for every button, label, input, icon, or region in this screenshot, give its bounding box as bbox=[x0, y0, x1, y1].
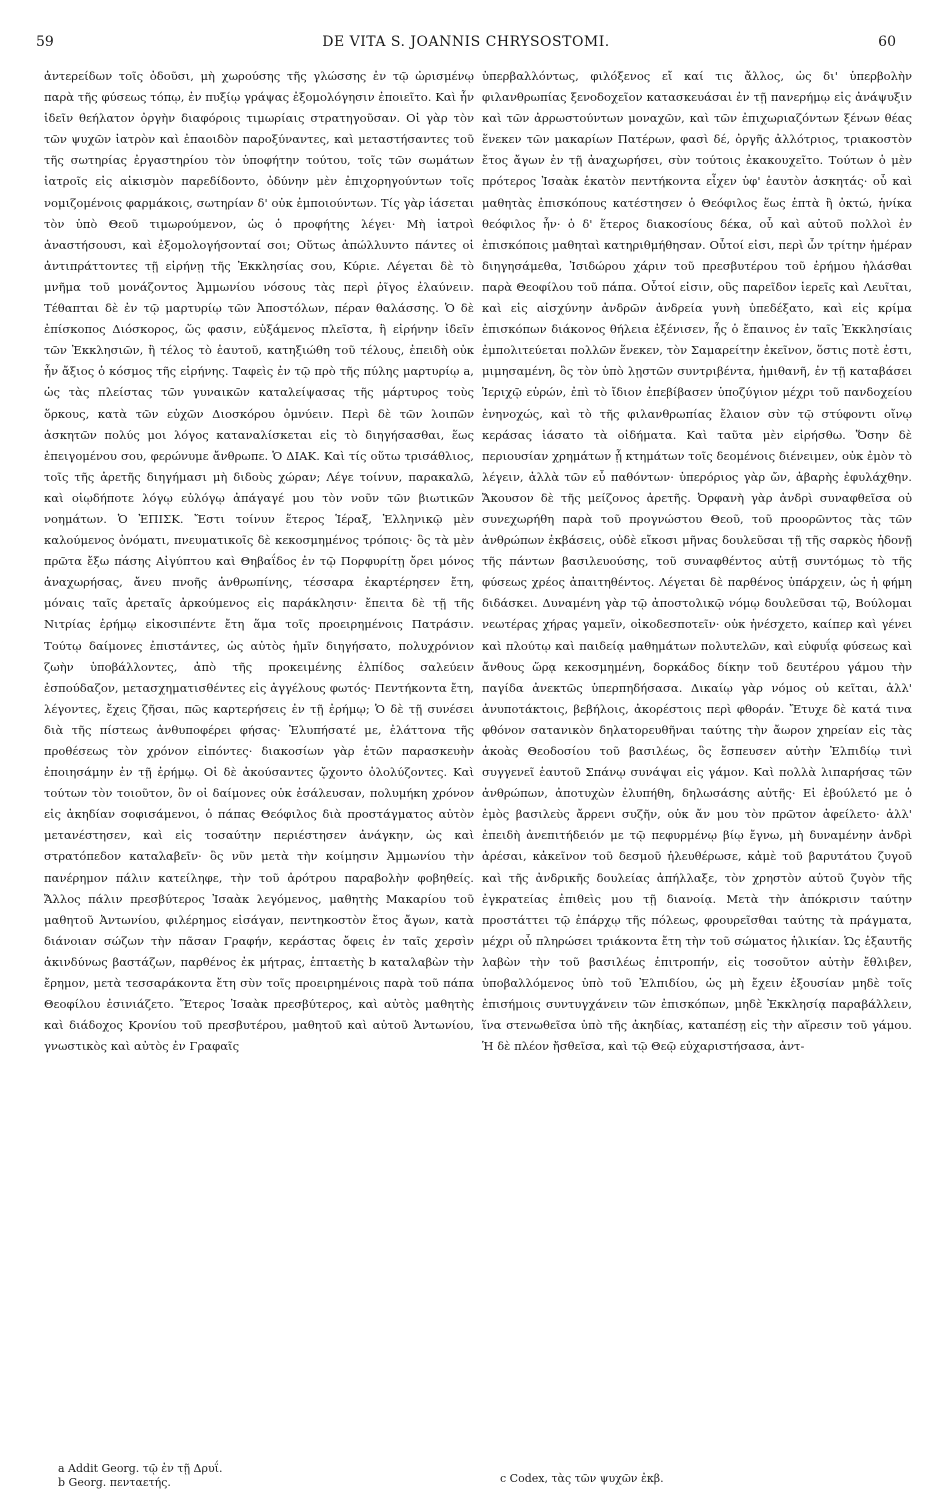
left-column bbox=[44, 66, 474, 1057]
page-number-right: 60 bbox=[878, 34, 896, 50]
footnote-c: c Codex, τὰς τῶν ψυχῶν ἐκβ. bbox=[500, 1472, 664, 1485]
running-title: DE VITA S. JOANNIS CHRYSOSTOMI. bbox=[322, 34, 610, 50]
footnotes-left bbox=[58, 1462, 222, 1490]
left-column-text: ἀντερείδων τοῖς ὀδοῦσι, μὴ χωρούσης τῆς γλώσσης ἐν τῷ ὡρισμένῳ παρὰ τῆς φύσεως τόπῳ, ἐν πυξίῳ γράψας ἐξομολόγησιν ἐποιεῖτο. Καὶ ἦν ἰδεῖν θεήλατον ὀργὴν διαφόροις τιμωρίαις στρατηγοῦσαν. Οἱ γὰρ τὸν τῶν ψυχῶν ἰατρὸν καὶ ἐπαοιδὸν παροξύναντες, καὶ μεταστήσαντες τοῦ τῆς σωτηρίας ἐργαστηρίου τὸν ὑποφήτην τούτου, τοῖς τῶν σωμάτων ἰατροῖς εἰς αἰκισμὸν παρεδίδοντο, ὀδύνην μὲν ἐπιχορηγούντων τοῖς νομιζομένοις φαρμάκοις, σωτηρίαν δ' οὐκ ἐμποιούντων. Τίς γὰρ ἰάσεται τὸν ὑπὸ Θεοῦ τιμωρούμενον, ὡς ὁ προφήτης λέγει· Μὴ ἰατροὶ ἀναστήσουσι, καὶ ἐξομολογήσονταί σοι; Οὕτως ἀπώλλυντο πάντες οἱ ἀντιπράττοντες τῇ εἰρήνῃ τῆς Ἐκκλησίας σου, Κύριε. Λέγεται δὲ τὸ μνῆμα τοῦ μονάζοντος Ἀμμωνίου νόσους τὰς περὶ ῥῖγος ἐλαύνειν. Τέθαπται δὲ ἐν τῷ μαρτυρίῳ τῶν Ἀποστόλων, πέραν θαλάσσης. Ὁ δὲ ἐπίσκοπος Διόσκορος, ὥς φασιν, εὐξάμενος πλεῖστα, ἣ εἰρήνην ἰδεῖν τῶν Ἐκκλησιῶν, ἢ τέλος τὸ ἑαυτοῦ, κατηξιώθη τοῦ τέλους, ἐπειδὴ οὐκ ἦν ἄξιος ὁ κόσμος τῆς εἰρήνης. Ταφεὶς ἐν τῷ πρὸ τῆς πύλης μαρτυρίῳ a, ὡς τὰς πλείστας τῶν γυναικῶν καταλείψασας τῆς μάρτυρος τοὺς ὅρκους, κατὰ τῶν εὐχῶν Διοσκόρου ὀμνύειν. Περὶ δὲ τῶν λοιπῶν ἀσκητῶν πολύς μοι λόγος καταναλίσκεται εἰς τὸ διηγήσασθαι, ἕως ἐπειγομένου σου, φερώνυμε ἄνθρωπε. Ὁ ΔΙΑΚ. Καὶ τίς οὕτω τρισάθλιος, τοῖς τῆς ἀρετῆς διηγήμασι μὴ διδοὺς χώραν; Λέγε τοίνυν, παρακαλῶ, καὶ οἱῳδήποτε λόγῳ εὐλόγῳ ἀπάγαγέ μου τὸν νοῦν τῶν βιωτικῶν νοημάτων. Ὁ ἘΠΙΣΚ. Ἔστι τοίνυν ἕτερος Ἱέραξ, Ἑλληνικῷ μὲν καλούμενος ὀνόματι, πνευματικοῖς δὲ κεκοσμημένος τρόποις· ὃς τὰ μὲν πρῶτα ἔξω πάσης Αἰγύπτου καὶ Θηβαΐδος ἐν τῷ Πορφυρίτῃ ὄρει μόνος ἀναχωρήσας, ἄνευ πνοῆς ἀνθρωπίνης, τέσσαρα ἐκαρτέρησεν ἔτη, μόναις ταῖς ἀρεταῖς ἀρκούμενος εἰς παράκλησιν· ἔπειτα δὲ τῇ τῆς Νιτρίας ἐρήμῳ εἰκοσιπέντε ἔτη ἅμα τοῖς προειρημένοις Πατράσιν. Τούτῳ δαίμονες ἐπιστάντες, ὡς αὐτὸς ἡμῖν διηγήσατο, πολυχρόνιον ζωὴν ὑποβάλλοντες, ἀπὸ τῆς προκειμένης ἐλπίδος σαλεύειν ἐσπούδαζον, μετασχηματισθέντες εἰς ἀγγέλους φωτός· Πεντήκοντα ἔτη, λέγοντες, ἔχεις ζῆσαι, πῶς καρτερήσεις ἐν τῇ ἐρήμῳ; Ὁ δὲ τῇ συνέσει διὰ τῆς πίστεως ἀνθυποφέρει φήσας· Ἐλυπήσατέ με, ἐλάττονα τῆς προθέσεως τὸν χρόνον εἰπόντες· διακοσίων γὰρ ἐτῶν παρασκευὴν ἐποιησάμην ἐν τῇ ἐρήμῳ. Οἱ δὲ ἀκούσαντες ᾤχοντο ὀλολύζοντες. Καὶ τούτων τὸν τοιοῦτον, ὃν οἱ δαίμονες οὐκ ἐσάλευσαν, πολυμήκη χρόνον εἰς ἀκηδίαν σοφισάμενοι, ὁ πάπας Θεόφιλος διὰ προστάγματος αὐτὸν μετανέστησεν, καὶ εἰς τοσαύτην περιέστησεν ἀνάγκην, ὡς καὶ στρατόπεδον καταλαβεῖν· ὃς νῦν μετὰ τὴν κοίμησιν Ἀμμωνίου τὴν πανέρημον πάλιν κατείληφε, τὴν τοῦ ἀρότρου παραβολὴν φοβηθείς. Ἄλλος πάλιν πρεσβύτερος Ἰσαὰκ λεγόμενος, μαθητὴς Μακαρίου τοῦ μαθητοῦ Ἀντωνίου, φιλέρημος εἰσάγαν, πεντηκοστὸν ἔτος ἄγων, κατὰ διάνοιαν σώζων τὴν πᾶσαν Γραφήν, κεράστας ὄφεις ἐν ταῖς χερσὶν ἀκινδύνως βαστάζων, παρθένος ἐκ μήτρας, ἑπταετὴς b καταλαβὼν τὴν ἔρημον, μετὰ τεσσαράκοντα ἔτη σὺν τοῖς προειρημένοις παρὰ τοῦ πάπα Θεοφίλου ἐσινιάζετο. Ἕτερος Ἰσαὰκ πρεσβύτερος, καὶ αὐτὸς μαθητὴς καὶ διάδοχος Κρονίου τοῦ πρεσβυτέρου, μαθητοῦ καὶ αὐτοῦ Ἀντωνίου, γνωστικὸς καὶ αὐτὸς ἐν Γραφαῖς bbox=[44, 69, 474, 1054]
page-header bbox=[36, 34, 896, 58]
page-number-left: 59 bbox=[36, 34, 54, 50]
right-column-text: ὑπερβαλλόντως, φιλόξενος εἴ καί τις ἄλλος, ὡς δι' ὑπερβολὴν φιλανθρωπίας ξενοδοχεῖον κατασκευάσαι ἐν τῇ πανερήμῳ εἰς ἀνάψυξιν καὶ τῶν ἀρρωστούντων μοναχῶν, καὶ τῶν ἐπιχωριαζόντων ξένων θέας ἕνεκεν τῶν μακαρίων Πατέρων, φασὶ δέ, ὀργῆς ἀλλότριος, τριακοστὸν ἔτος ἄγων ἐν τῇ ἀναχωρήσει, σὺν τούτοις ἐκακουχεῖτο. Τούτων ὁ μὲν πρότερος Ἰσαὰκ ἑκατὸν πεντήκοντα εἶχεν ὑφ' ἑαυτὸν ἀσκητάς· οὗ καὶ μαθητὰς ἐπισκόπους κατέστησεν ὁ Θεόφιλος ἕως ἑπτὰ ἢ ὀκτώ, ἡνίκα θεόφιλος ἦν· ὁ δ' ἕτερος διακοσίους δέκα, οὗ καὶ αὐτοῦ πολλοὶ ἐν ἐπισκόποις μαθηταὶ κατηριθμήθησαν. Οὗτοί εἰσι, περὶ ὧν τρίτην ἡμέραν διηγησάμεθα, Ἰσιδώρου χάριν τοῦ πρεσβυτέρου τοῦ ἐρήμου ἠλάσθαι παρὰ Θεοφίλου τοῦ πάπα. Οὗτοί εἰσιν, οὓς παρεῖδον ἱερεῖς καὶ Λευῖται, καὶ εἰς αἰσχύνην ἀνδρῶν ἀνδρεία γυνὴ ὑπεδέξατο, καὶ εἰς κρίμα ἐπισκόπων διάκονος θήλεια ἐξένισεν, ἧς ὁ ἔπαινος ἐν ταῖς Ἐκκλησίαις ἐμπολιτεύεται πολλῶν ἕνεκεν, τὸν Σαμαρείτην ἐκεῖνον, ὅστις ποτὲ ἐστι, μιμησαμένη, ὃς τὸν ὑπὸ λῃστῶν συντριβέντα, ἡμιθανῆ, ἐν τῇ καταβάσει Ἱεριχῷ εὑρών, ἐπὶ τὸ ἴδιον ἐπεβίβασεν ὑποζύγιον μέχρι τοῦ πανδοχείου ἐνηνοχώς, καὶ τὸ τῆς φιλανθρωπίας ἔλαιον σὺν τῷ στύφοντι οἴνῳ κεράσας ἰάσατο τὰ οἰδήματα. Καὶ ταῦτα μὲν εἰρήσθω. Ὅσην δὲ περιουσίαν χρημάτων ᾗ κτημάτων τοῖς δεομένοις διένειμεν, οὐκ ἐμὸν τὸ λέγειν, ἀλλὰ τῶν εὖ παθόντων· ὑπερόριος γὰρ ὤν, ἀβαρὴς ἐφυλάχθην. Ἄκουσον δὲ τῆς μείζονος ἀρετῆς. Ὀρφανὴ γὰρ ἀνδρὶ συναφθεῖσα οὐ συνεχωρήθη παρὰ τοῦ προγνώστου Θεοῦ, τοῦ προορῶντος τὰς τῶν ἀνθρώπων ἐκβάσεις, οὐδὲ εἴκοσι μῆνας δουλεῦσαι τῇ τῆς σαρκὸς ἡδονῇ τῆς πάντων βασιλευούσης, τοῦ συναφθέντος αὐτῇ συντόμως τὸ τῆς φύσεως χρέος ἀπαιτηθέντος. Λέγεται δὲ παρθένος ὑπάρχειν, ὡς ἡ φήμη διδάσκει. Δυναμένη γὰρ τῷ ἀποστολικῷ νόμῳ δουλεῦσαι τῷ, Βούλομαι νεωτέρας χήρας γαμεῖν, οἰκοδεσποτεῖν· οὐκ ἠνέσχετο, καίπερ καὶ γένει καὶ πλούτῳ καὶ παιδείᾳ μαθημάτων πολυτελῶν, καὶ εὐφυΐᾳ φύσεως καὶ ἄνθους ὥρᾳ κεκοσμημένη, δορκάδος δίκην τοῦ δευτέρου γάμου τὴν παγίδα ἀνεκτῶς ὑπερπηδήσασα. Δικαίῳ γὰρ νόμος οὐ κεῖται, ἀλλ' ἀνυποτάκτοις, βεβήλοις, ἀκορέστοις περὶ φθοράν. Ἔτυχε δὲ κατά τινα φθόνον σατανικὸν δηλατορευθῆναι ταύτης τὴν ἄωρον χηρείαν εἰς τὰς ἀκοὰς Θεοδοσίου τοῦ βασιλέως, ὃς ἔσπευσεν αὐτὴν Ἐλπιδίῳ τινὶ συγγενεῖ ἑαυτοῦ Σπάνῳ συνάψαι εἰς γάμον. Καὶ πολλὰ λιπαρήσας τῶν ἀνθρώπων, ἀποτυχὼν ἐλυπήθη, δηλωσάσης αὐτῆς· Εἰ ἐβούλετό με ὁ ἐμὸς βασιλεὺς ἄρρενι συζῆν, οὐκ ἄν μου τὸν πρῶτον ἀφείλετο· ἀλλ' ἐπειδὴ ἀνεπιτήδειόν με τῷ πεφυρμένῳ βίῳ ἔγνω, μὴ δυναμένην ἀνδρὶ ἀρέσαι, κἀκεῖνον τοῦ δεσμοῦ ἠλευθέρωσε, κἀμὲ τοῦ βαρυτάτου ζυγοῦ καὶ τῆς ἀνδρικῆς δουλείας ἀπήλλαξε, τὸν χρηστὸν αὐτοῦ ζυγὸν τῆς ἐγκρατείας ἐπιθεὶς μου τῇ διανοίᾳ. Μετὰ τὴν ἀπόκρισιν ταύτην προστάττει τῷ ἐπάρχῳ τῆς πόλεως, φρουρεῖσθαι ταύτης τὰ πράγματα, μέχρι οὗ πληρώσει τριάκοντα ἔτη τὴν τοῦ σώματος ἡλικίαν. Ὡς ἐξαυτῆς λαβὼν τὴν τοῦ βασιλέως ἐπιτροπήν, εἰς τοσοῦτον αὐτὴν ἔθλιβεν, ὑποβαλλόμενος ὑπὸ τοῦ Ἐλπιδίου, ὡς μὴ ἔχειν ἐξουσίαν μηδὲ τοῖς ἐπισήμοις συντυγχάνειν τῶν ἐπισκόπων, μηδὲ Ἐκκλησίᾳ παραβάλλειν, ἵνα στενωθεῖσα ὑπὸ τῆς ἀκηδίας, καταπέσῃ εἰς τὴν αἵρεσιν τοῦ γάμου. Ἡ δὲ πλέον ἤσθεῖσα, καὶ τῷ Θεῷ εὐχαριστήσασα, ἀντ- bbox=[482, 69, 912, 1054]
footnotes-right bbox=[500, 1472, 664, 1486]
footnote-a: a Addit Georg. τῷ ἐν τῇ Δρυΐ. bbox=[58, 1462, 223, 1475]
right-column bbox=[482, 66, 912, 1057]
footnote-b: b Georg. πενταετής. bbox=[58, 1476, 171, 1489]
